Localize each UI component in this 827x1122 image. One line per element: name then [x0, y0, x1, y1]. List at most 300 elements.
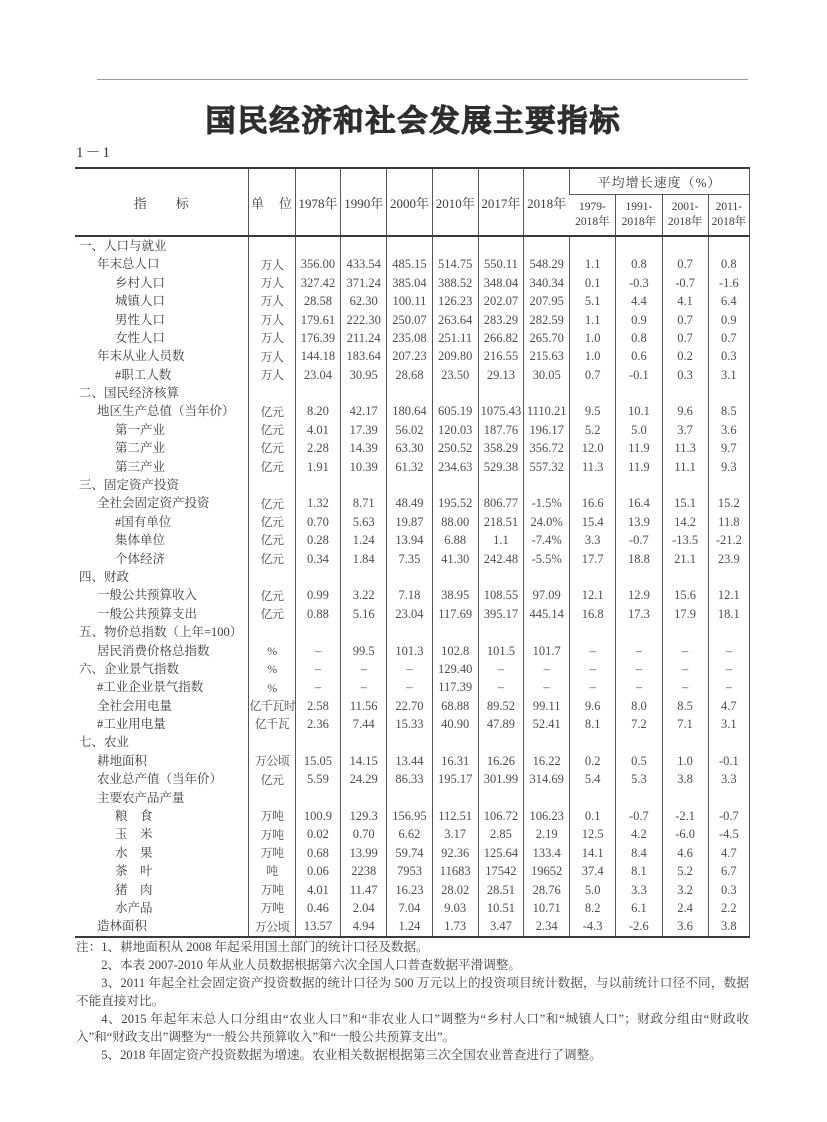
- growth-value-cell: 0.7: [662, 311, 708, 329]
- growth-value-cell: 5.4: [570, 770, 616, 788]
- year-value-cell: 40.90: [432, 715, 478, 733]
- year-value-cell: –: [524, 660, 570, 678]
- page-title: 国民经济和社会发展主要指标: [205, 105, 622, 138]
- table-row: [75, 697, 750, 715]
- year-value-cell: [387, 734, 433, 752]
- growth-value-cell: 8.4: [616, 844, 662, 862]
- growth-value-cell: –: [570, 660, 616, 678]
- year-value-cell: 433.54: [341, 255, 387, 273]
- header-unit: 单 位: [249, 168, 295, 236]
- indicator-label: 年末从业人员数: [97, 349, 185, 364]
- year-value-cell: 180.64: [387, 403, 433, 421]
- year-value-cell: 445.14: [524, 605, 570, 623]
- indicator-label: 粮 食: [115, 809, 153, 824]
- growth-value-cell: 8.5: [708, 403, 749, 421]
- growth-value-cell: -13.5: [662, 531, 708, 549]
- growth-value-cell: 1.0: [662, 752, 708, 770]
- table-row: [75, 770, 750, 788]
- year-value-cell: –: [387, 660, 433, 678]
- year-value-cell: 56.02: [387, 421, 433, 439]
- growth-value-cell: 0.9: [708, 311, 749, 329]
- growth-value-cell: 3.7: [662, 421, 708, 439]
- unit-cell: 亿元: [249, 458, 295, 476]
- year-value-cell: [387, 623, 433, 641]
- year-value-cell: 7.04: [387, 899, 433, 917]
- growth-value-cell: 7.1: [662, 715, 708, 733]
- table-row: [75, 384, 750, 402]
- year-value-cell: 183.64: [341, 347, 387, 365]
- year-value-cell: 28.51: [478, 881, 524, 899]
- table-row: [75, 862, 750, 880]
- growth-value-cell: 1.1: [570, 311, 616, 329]
- year-value-cell: 30.05: [524, 366, 570, 384]
- unit-cell: 万吨: [249, 826, 295, 844]
- year-value-cell: 514.75: [432, 255, 478, 273]
- growth-value-cell: [570, 236, 616, 255]
- year-value-cell: 11683: [432, 862, 478, 880]
- year-value-cell: [387, 476, 433, 494]
- year-value-cell: 1.91: [295, 458, 341, 476]
- year-value-cell: 1.24: [387, 917, 433, 936]
- footnote: 3、2011 年起全社会固定资产投资数据的统计口径为 500 万元以上的投资项目统计数据，与以前统计口径不同，数据不能直接对比。: [76, 976, 749, 1008]
- year-value-cell: 4.01: [295, 881, 341, 899]
- growth-value-cell: 0.2: [570, 752, 616, 770]
- year-value-cell: 10.39: [341, 458, 387, 476]
- growth-value-cell: -0.1: [616, 366, 662, 384]
- year-value-cell: -1.5%: [524, 494, 570, 512]
- indicator-label: 茶 叶: [115, 864, 153, 879]
- table-row: [75, 623, 750, 641]
- year-value-cell: [432, 568, 478, 586]
- growth-value-cell: 0.7: [570, 366, 616, 384]
- growth-value-cell: 11.1: [662, 458, 708, 476]
- unit-cell: 亿元: [249, 513, 295, 531]
- table-row: [75, 329, 750, 347]
- year-value-cell: 2238: [341, 862, 387, 880]
- table-row: [75, 439, 750, 457]
- year-value-cell: 187.76: [478, 421, 524, 439]
- growth-value-cell: [662, 384, 708, 402]
- growth-value-cell: 0.8: [616, 255, 662, 273]
- unit-cell: [249, 236, 295, 255]
- unit-cell: 亿千瓦时: [249, 697, 295, 715]
- unit-cell: 万吨: [249, 899, 295, 917]
- year-value-cell: 0.28: [295, 531, 341, 549]
- indicator-label: 地区生产总值（当年价）: [97, 404, 235, 419]
- growth-value-cell: 0.8: [616, 329, 662, 347]
- year-value-cell: 23.04: [295, 366, 341, 384]
- unit-cell: 亿千瓦: [249, 715, 295, 733]
- year-value-cell: 251.11: [432, 329, 478, 347]
- growth-value-cell: 10.1: [616, 403, 662, 421]
- year-value-cell: 28.58: [295, 292, 341, 310]
- year-value-cell: –: [295, 660, 341, 678]
- growth-value-cell: [616, 236, 662, 255]
- growth-value-cell: 8.1: [570, 715, 616, 733]
- year-value-cell: [478, 384, 524, 402]
- year-value-cell: 129.40: [432, 660, 478, 678]
- year-value-cell: 62.30: [341, 292, 387, 310]
- growth-value-cell: 21.1: [662, 550, 708, 568]
- growth-value-cell: [570, 789, 616, 807]
- growth-value-cell: 0.3: [662, 366, 708, 384]
- table-row: [75, 421, 750, 439]
- growth-value-cell: [570, 623, 616, 641]
- table-row: [75, 458, 750, 476]
- header-year: 1978年: [295, 168, 341, 236]
- growth-value-cell: 3.2: [662, 881, 708, 899]
- indicator-label: 全社会固定资产投资: [97, 496, 210, 511]
- unit-cell: %: [249, 678, 295, 696]
- year-value-cell: 550.11: [478, 255, 524, 273]
- year-value-cell: 0.88: [295, 605, 341, 623]
- unit-cell: [249, 789, 295, 807]
- table-row: [75, 678, 750, 696]
- unit-cell: 亿元: [249, 531, 295, 549]
- year-value-cell: 6.88: [432, 531, 478, 549]
- indicator-label: 第一产业: [115, 422, 166, 437]
- year-value-cell: 106.23: [524, 807, 570, 825]
- year-value-cell: 0.70: [341, 826, 387, 844]
- table-body: [75, 236, 750, 937]
- indicator-label: 第三产业: [115, 459, 166, 474]
- growth-value-cell: 9.3: [708, 458, 749, 476]
- year-value-cell: 358.29: [478, 439, 524, 457]
- indicator-label: 全社会用电量: [97, 698, 173, 713]
- growth-value-cell: 3.6: [662, 917, 708, 936]
- growth-value-cell: 2.2: [708, 899, 749, 917]
- growth-value-cell: 5.0: [616, 421, 662, 439]
- year-value-cell: [295, 384, 341, 402]
- year-value-cell: 4.94: [341, 917, 387, 936]
- growth-value-cell: -0.1: [708, 752, 749, 770]
- year-value-cell: 16.23: [387, 881, 433, 899]
- year-value-cell: [524, 384, 570, 402]
- growth-value-cell: [708, 789, 749, 807]
- year-value-cell: [478, 476, 524, 494]
- year-value-cell: 4.01: [295, 421, 341, 439]
- year-value-cell: 207.95: [524, 292, 570, 310]
- year-value-cell: 557.32: [524, 458, 570, 476]
- indicator-label: 七、农业: [79, 735, 130, 750]
- table-row: [75, 586, 750, 604]
- growth-value-cell: 5.3: [616, 770, 662, 788]
- year-value-cell: 125.64: [478, 844, 524, 862]
- growth-value-cell: 6.1: [616, 899, 662, 917]
- year-value-cell: 106.72: [478, 807, 524, 825]
- header-growth-group: 平均增长速度（%）: [570, 168, 750, 195]
- table-row: [75, 236, 750, 255]
- year-value-cell: [478, 623, 524, 641]
- growth-value-cell: [616, 568, 662, 586]
- unit-cell: [249, 384, 295, 402]
- growth-value-cell: 12.5: [570, 826, 616, 844]
- indicator-label: #职工人数: [115, 367, 172, 382]
- growth-value-cell: 0.7: [662, 255, 708, 273]
- year-value-cell: [524, 476, 570, 494]
- unit-cell: 万吨: [249, 807, 295, 825]
- indicator-label: 农业总产值（当年价）: [97, 772, 223, 787]
- growth-value-cell: [662, 476, 708, 494]
- year-value-cell: 371.24: [341, 274, 387, 292]
- year-value-cell: 0.06: [295, 862, 341, 880]
- growth-value-cell: 11.3: [662, 439, 708, 457]
- year-value-cell: –: [524, 678, 570, 696]
- year-value-cell: [432, 734, 478, 752]
- growth-value-cell: 8.2: [570, 899, 616, 917]
- year-value-cell: [524, 734, 570, 752]
- footnote: 2、本表 2007-2010 年从业人员数据根据第六次全国人口普查数据平滑调整。: [101, 958, 521, 972]
- year-value-cell: [524, 236, 570, 255]
- year-value-cell: 263.64: [432, 311, 478, 329]
- year-value-cell: 196.17: [524, 421, 570, 439]
- indicator-label: 个体经济: [115, 551, 166, 566]
- growth-value-cell: [662, 623, 708, 641]
- table-row: [75, 403, 750, 421]
- growth-value-cell: 8.5: [662, 697, 708, 715]
- year-value-cell: 156.95: [387, 807, 433, 825]
- growth-value-cell: 3.8: [662, 770, 708, 788]
- unit-cell: 万公顷: [249, 917, 295, 936]
- growth-value-cell: 6.4: [708, 292, 749, 310]
- year-value-cell: 1.32: [295, 494, 341, 512]
- year-value-cell: 235.08: [387, 329, 433, 347]
- year-value-cell: 42.17: [341, 403, 387, 421]
- year-value-cell: 179.61: [295, 311, 341, 329]
- indicator-label: 二、国民经济核算: [79, 386, 180, 401]
- growth-value-cell: -21.2: [708, 531, 749, 549]
- year-value-cell: 28.02: [432, 881, 478, 899]
- unit-cell: %: [249, 660, 295, 678]
- growth-value-cell: 6.7: [708, 862, 749, 880]
- growth-value-cell: -6.0: [662, 826, 708, 844]
- year-value-cell: 99.5: [341, 642, 387, 660]
- growth-value-cell: 13.9: [616, 513, 662, 531]
- growth-value-cell: [708, 568, 749, 586]
- growth-value-cell: [662, 789, 708, 807]
- growth-value-cell: 3.8: [708, 917, 749, 936]
- year-value-cell: 8.20: [295, 403, 341, 421]
- growth-value-cell: [708, 476, 749, 494]
- growth-value-cell: -1.6: [708, 274, 749, 292]
- unit-cell: [249, 734, 295, 752]
- year-value-cell: 7.35: [387, 550, 433, 568]
- year-value-cell: -5.5%: [524, 550, 570, 568]
- year-value-cell: 2.28: [295, 439, 341, 457]
- indicators-table-wrap: [75, 167, 751, 938]
- growth-value-cell: 16.8: [570, 605, 616, 623]
- year-value-cell: 9.03: [432, 899, 478, 917]
- year-value-cell: [524, 789, 570, 807]
- growth-value-cell: 37.4: [570, 862, 616, 880]
- growth-value-cell: [570, 568, 616, 586]
- header-year: 2017年: [478, 168, 524, 236]
- growth-value-cell: [708, 623, 749, 641]
- year-value-cell: –: [341, 660, 387, 678]
- year-value-cell: 485.15: [387, 255, 433, 273]
- growth-value-cell: 9.6: [570, 697, 616, 715]
- indicator-label: 三、固定资产投资: [79, 478, 180, 493]
- year-value-cell: 265.70: [524, 329, 570, 347]
- growth-value-cell: 15.2: [708, 494, 749, 512]
- growth-value-cell: 0.3: [708, 347, 749, 365]
- year-value-cell: –: [387, 678, 433, 696]
- year-value-cell: 7953: [387, 862, 433, 880]
- growth-value-cell: 3.3: [708, 770, 749, 788]
- table-row: [75, 311, 750, 329]
- year-value-cell: [295, 568, 341, 586]
- year-value-cell: 6.62: [387, 826, 433, 844]
- year-value-cell: 207.23: [387, 347, 433, 365]
- year-value-cell: [387, 236, 433, 255]
- indicator-label: 五、物价总指数（上年=100）: [79, 625, 243, 640]
- growth-value-cell: 16.6: [570, 494, 616, 512]
- table-row: [75, 292, 750, 310]
- year-value-cell: 108.55: [478, 586, 524, 604]
- growth-value-cell: 0.6: [616, 347, 662, 365]
- unit-cell: 亿元: [249, 586, 295, 604]
- year-value-cell: 529.38: [478, 458, 524, 476]
- year-value-cell: 100.11: [387, 292, 433, 310]
- growth-value-cell: 5.0: [570, 881, 616, 899]
- indicator-label: 居民消费价格总指数: [97, 643, 210, 658]
- year-value-cell: 15.33: [387, 715, 433, 733]
- year-value-cell: [341, 476, 387, 494]
- year-value-cell: 29.13: [478, 366, 524, 384]
- indicator-label: 第二产业: [115, 441, 166, 456]
- growth-value-cell: 3.1: [708, 366, 749, 384]
- growth-value-cell: –: [616, 678, 662, 696]
- year-value-cell: 5.59: [295, 770, 341, 788]
- year-value-cell: 17542: [478, 862, 524, 880]
- indicator-label: #工业用电量: [97, 717, 166, 732]
- growth-value-cell: 17.7: [570, 550, 616, 568]
- indicator-label: 年末总人口: [97, 257, 160, 272]
- year-value-cell: [295, 789, 341, 807]
- growth-value-cell: 4.7: [708, 697, 749, 715]
- growth-value-cell: 11.9: [616, 458, 662, 476]
- year-value-cell: 356.72: [524, 439, 570, 457]
- year-value-cell: 806.77: [478, 494, 524, 512]
- header-year: 2018年: [524, 168, 570, 236]
- year-value-cell: 2.04: [341, 899, 387, 917]
- growth-value-cell: 4.2: [616, 826, 662, 844]
- growth-value-cell: -2.6: [616, 917, 662, 936]
- year-value-cell: 548.29: [524, 255, 570, 273]
- year-value-cell: 133.4: [524, 844, 570, 862]
- unit-cell: 万吨: [249, 844, 295, 862]
- year-value-cell: 10.71: [524, 899, 570, 917]
- table-row: [75, 550, 750, 568]
- unit-cell: 万吨: [249, 881, 295, 899]
- growth-value-cell: 1.0: [570, 347, 616, 365]
- year-value-cell: 10.51: [478, 899, 524, 917]
- header-growth-period: 2001- 2018年: [662, 195, 708, 237]
- unit-cell: 吨: [249, 862, 295, 880]
- year-value-cell: [341, 384, 387, 402]
- year-value-cell: 19.87: [387, 513, 433, 531]
- year-value-cell: 129.3: [341, 807, 387, 825]
- growth-value-cell: 9.5: [570, 403, 616, 421]
- year-value-cell: 48.49: [387, 494, 433, 512]
- year-value-cell: 209.80: [432, 347, 478, 365]
- year-value-cell: 102.8: [432, 642, 478, 660]
- table-row: [75, 531, 750, 549]
- growth-value-cell: 1.0: [570, 329, 616, 347]
- growth-value-cell: 9.7: [708, 439, 749, 457]
- year-value-cell: 2.58: [295, 697, 341, 715]
- year-value-cell: 8.71: [341, 494, 387, 512]
- growth-value-cell: –: [570, 642, 616, 660]
- year-value-cell: 385.04: [387, 274, 433, 292]
- indicator-label: 城镇人口: [115, 294, 166, 309]
- table-row: [75, 494, 750, 512]
- growth-value-cell: 15.4: [570, 513, 616, 531]
- year-value-cell: 356.00: [295, 255, 341, 273]
- year-value-cell: 0.99: [295, 586, 341, 604]
- table-row: [75, 826, 750, 844]
- growth-value-cell: 11.9: [616, 439, 662, 457]
- growth-value-cell: 0.7: [662, 329, 708, 347]
- unit-cell: [249, 476, 295, 494]
- year-value-cell: 13.94: [387, 531, 433, 549]
- year-value-cell: 47.89: [478, 715, 524, 733]
- unit-cell: 万人: [249, 366, 295, 384]
- year-value-cell: [432, 623, 478, 641]
- growth-value-cell: [708, 384, 749, 402]
- year-value-cell: 16.26: [478, 752, 524, 770]
- growth-value-cell: 3.3: [570, 531, 616, 549]
- indicator-label: #国有单位: [115, 514, 172, 529]
- year-value-cell: 2.36: [295, 715, 341, 733]
- year-value-cell: 216.55: [478, 347, 524, 365]
- table-row: [75, 605, 750, 623]
- growth-value-cell: 7.2: [616, 715, 662, 733]
- growth-value-cell: 16.4: [616, 494, 662, 512]
- footnotes: [76, 938, 749, 1064]
- table-row: [75, 347, 750, 365]
- growth-value-cell: -2.1: [662, 807, 708, 825]
- year-value-cell: 112.51: [432, 807, 478, 825]
- year-value-cell: -7.4%: [524, 531, 570, 549]
- growth-value-cell: 2.4: [662, 899, 708, 917]
- indicator-label: 水产品: [115, 901, 153, 915]
- growth-value-cell: 1.1: [570, 255, 616, 273]
- year-value-cell: 13.99: [341, 844, 387, 862]
- year-value-cell: 314.69: [524, 770, 570, 788]
- indicator-label: 一、人口与就业: [75, 236, 249, 255]
- year-value-cell: 283.29: [478, 311, 524, 329]
- growth-value-cell: 0.1: [570, 274, 616, 292]
- table-row: [75, 476, 750, 494]
- footnote: 4、2015 年起年末总人口分组由“农业人口”和“非农业人口”调整为“乡村人口”和“城镇人口”；财政分组由“财政收入”和“财政支出”调整为“一般公共预算收入”和“一般公共预算支出”。: [76, 1012, 749, 1044]
- indicators-table: [75, 167, 750, 938]
- year-value-cell: 11.47: [341, 881, 387, 899]
- growth-value-cell: 12.1: [708, 586, 749, 604]
- unit-cell: [249, 623, 295, 641]
- year-value-cell: [341, 568, 387, 586]
- year-value-cell: 63.30: [387, 439, 433, 457]
- indicator-label: 一般公共预算收入: [97, 588, 198, 603]
- page-header-rule: [97, 79, 748, 80]
- table-row: [75, 660, 750, 678]
- year-value-cell: 0.46: [295, 899, 341, 917]
- year-value-cell: 14.15: [341, 752, 387, 770]
- year-value-cell: 13.57: [295, 917, 341, 936]
- year-value-cell: –: [478, 660, 524, 678]
- year-value-cell: 7.44: [341, 715, 387, 733]
- year-value-cell: [295, 236, 341, 255]
